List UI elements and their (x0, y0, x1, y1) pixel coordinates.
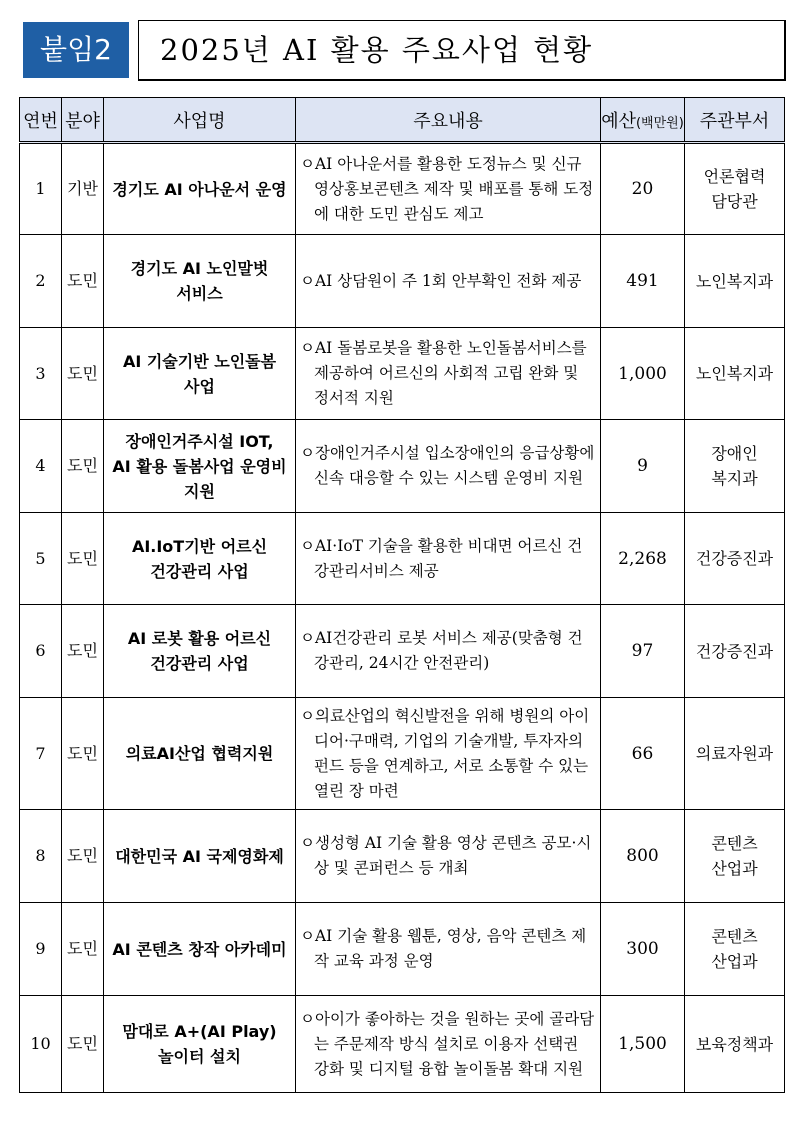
row-content (296, 143, 601, 235)
row-content (296, 903, 601, 996)
title-bar (23, 18, 785, 80)
row-field: 도민 (62, 420, 104, 513)
page-title: 2025년 AI 활용 주요사업 현황 (160, 33, 594, 67)
row-department: 노인복지과 (685, 328, 785, 420)
row-budget: 20 (601, 143, 685, 235)
row-project-name: AI 기술기반 노인돌봄 사업 (104, 328, 296, 420)
content-text: ㅇ의료산업의 혁신발전을 위해 병원의 아이디어·구매력, 기업의 기술개발, 투자자의 펀드 등을 연계하고, 서로 소통할 수 있는 열린 장 마련 (300, 706, 590, 800)
row-field: 도민 (62, 996, 104, 1093)
row-project-name: 대한민국 AI 국제영화제 (104, 810, 296, 903)
row-budget: 1,000 (601, 328, 685, 420)
header-no: 연번 (20, 98, 62, 143)
row-budget: 300 (601, 903, 685, 996)
row-field: 도민 (62, 810, 104, 903)
row-number: 5 (20, 513, 62, 605)
projects-table (19, 97, 785, 1093)
table-row (20, 328, 785, 420)
content-text: ㅇAI 돌봄로봇을 활용한 노인돌봄서비스를 제공하여 어르신의 사회적 고립 완화 및 정서적 지원 (300, 339, 587, 407)
header-budget (601, 98, 685, 143)
table-header-row (20, 98, 785, 143)
row-department: 건강증진과 (685, 605, 785, 698)
row-budget: 1,500 (601, 996, 685, 1093)
row-number: 4 (20, 420, 62, 513)
content-text: ㅇ아이가 좋아하는 것을 원하는 곳에 골라담는 주문제작 방식 설치로 이용자 선택권 강화 및 디지털 융합 놀이돌봄 확대 지원 (300, 1009, 595, 1078)
row-project-name: 맘대로 A+(AI Play) 놀이터 설치 (104, 996, 296, 1093)
row-content (296, 996, 601, 1093)
row-content (296, 698, 601, 810)
row-content (296, 605, 601, 698)
table-row (20, 235, 785, 328)
table-row (20, 996, 785, 1093)
header-name: 사업명 (104, 98, 296, 143)
row-budget: 800 (601, 810, 685, 903)
title-box (138, 20, 786, 81)
row-project-name: AI 로봇 활용 어르신 건강관리 사업 (104, 605, 296, 698)
row-budget: 97 (601, 605, 685, 698)
table-row (20, 420, 785, 513)
row-project-name: 경기도 AI 아나운서 운영 (104, 143, 296, 235)
row-field: 기반 (62, 143, 104, 235)
header-budget-unit: (백만원) (635, 115, 684, 131)
row-number: 2 (20, 235, 62, 328)
row-project-name: AI 콘텐츠 창작 아카데미 (104, 903, 296, 996)
row-field: 도민 (62, 235, 104, 328)
table-row (20, 513, 785, 605)
attachment-badge: 붙임2 (23, 22, 129, 78)
row-number: 8 (20, 810, 62, 903)
content-text: ㅇAI 아나운서를 활용한 도정뉴스 및 신규 영상홍보콘텐츠 제작 및 배포를 통해 도정에 대한 도민 관심도 제고 (300, 154, 594, 223)
row-department: 노인복지과 (685, 235, 785, 328)
content-text: ㅇAI·IoT 기술을 활용한 비대면 어르신 건강관리서비스 제공 (300, 536, 583, 580)
row-department: 언론협력 담당관 (685, 143, 785, 235)
content-text: ㅇAI 상담원이 주 1회 안부확인 전화 제공 (300, 271, 582, 290)
table-body (20, 143, 785, 1093)
row-number: 3 (20, 328, 62, 420)
row-field: 도민 (62, 605, 104, 698)
row-budget: 9 (601, 420, 685, 513)
row-number: 9 (20, 903, 62, 996)
row-number: 7 (20, 698, 62, 810)
row-budget: 2,268 (601, 513, 685, 605)
row-content (296, 420, 601, 513)
row-content (296, 513, 601, 605)
table-row (20, 143, 785, 235)
header-dept: 주관부서 (685, 98, 785, 143)
content-text: ㅇ장애인거주시설 입소장애인의 응급상황에 신속 대응할 수 있는 시스템 운영비 지원 (300, 444, 595, 487)
header-field: 분야 (62, 98, 104, 143)
row-project-name: 경기도 AI 노인말벗 서비스 (104, 235, 296, 328)
content-text: ㅇAI 기술 활용 웹툰, 영상, 음악 콘텐츠 제작 교육 과정 운영 (300, 927, 587, 970)
row-project-name: AI.IoT기반 어르신 건강관리 사업 (104, 513, 296, 605)
header-budget-label: 예산 (601, 110, 636, 132)
row-content (296, 235, 601, 328)
row-field: 도민 (62, 328, 104, 420)
table-row (20, 903, 785, 996)
table-row (20, 698, 785, 810)
table-row (20, 810, 785, 903)
row-department: 건강증진과 (685, 513, 785, 605)
row-department: 콘텐츠 산업과 (685, 810, 785, 903)
row-budget: 66 (601, 698, 685, 810)
content-text: ㅇ생성형 AI 기술 활용 영상 콘텐츠 공모·시상 및 콘퍼런스 등 개최 (300, 834, 592, 877)
row-department: 장애인 복지과 (685, 420, 785, 513)
row-number: 1 (20, 143, 62, 235)
table-row (20, 605, 785, 698)
row-department: 보육정책과 (685, 996, 785, 1093)
row-content (296, 810, 601, 903)
row-number: 6 (20, 605, 62, 698)
row-field: 도민 (62, 698, 104, 810)
header-content: 주요내용 (296, 98, 601, 143)
row-department: 콘텐츠 산업과 (685, 903, 785, 996)
row-field: 도민 (62, 903, 104, 996)
row-project-name: 의료AI산업 협력지원 (104, 698, 296, 810)
content-text: ㅇAI건강관리 로봇 서비스 제공(맞춤형 건강관리, 24시간 안전관리) (300, 629, 583, 672)
row-budget: 491 (601, 235, 685, 328)
row-project-name: 장애인거주시설 IOT, AI 활용 돌봄사업 운영비 지원 (104, 420, 296, 513)
row-content (296, 328, 601, 420)
row-field: 도민 (62, 513, 104, 605)
row-number: 10 (20, 996, 62, 1093)
row-department: 의료자원과 (685, 698, 785, 810)
